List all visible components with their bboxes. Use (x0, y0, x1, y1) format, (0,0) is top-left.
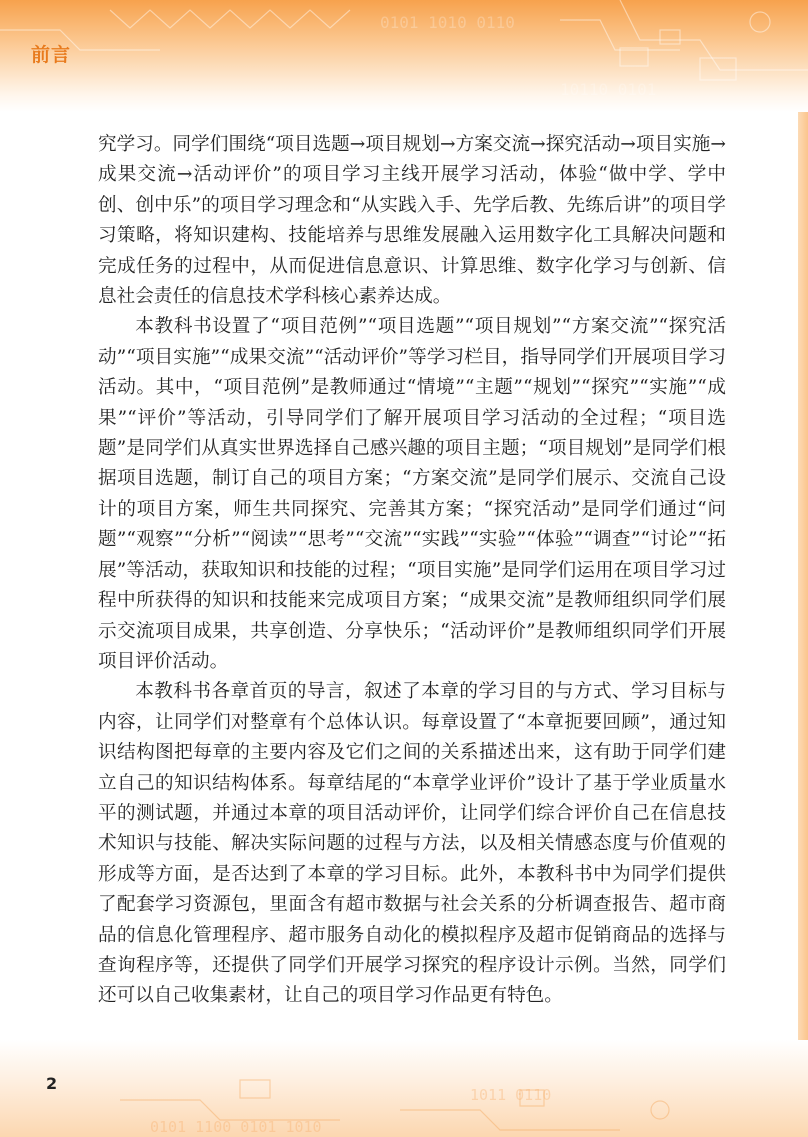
paragraph-3: 本教科书各章首页的导言，叙述了本章的学习目的与方式、学习目标与内容，让同学们对整章有个总体认识。每章设置了“本章扼要回顾”，通过知识结构图把每章的主要内容及它们之间的关系描述出来，这有助于同学们建立自己的知识结构体系。每章结尾的“本章学业评价”设计了基于学业质量水平的测试题，并通过本章的项目活动评价，让同学们综合评价自己在信息技术知识与技能、解决实际问题的过程与方法，以及相关情感态度与价值观的形成等方面，是否达到了本章的学习目标。此外，本教科书中为同学们提供了配套学习资源包，里面含有超市数据与社会关系的分析调查报告、超市商品的信息化管理程序、超市服务自动化的模拟程序及超市促销商品的选择与查询程序等，还提供了同学们开展学习探究的程序设计示例。当然，同学们还可以自己收集素材，让自己的项目学习作品更有特色。 (98, 681, 726, 1007)
right-edge-stripe (794, 112, 808, 1137)
svg-text:1011 0110: 1011 0110 (470, 1086, 552, 1104)
svg-text:0101 1100 0101 1010: 0101 1100 0101 1010 (150, 1118, 322, 1136)
svg-text:0101 1010 0110: 0101 1010 0110 (380, 13, 515, 32)
footer-decoration (0, 1040, 808, 1137)
section-title: 前言 (31, 44, 72, 66)
header-band (0, 0, 808, 112)
header-decoration (0, 0, 808, 112)
svg-text:10110 0101: 10110 0101 (560, 80, 657, 99)
body-text (98, 130, 726, 1012)
page-number: 2 (46, 1074, 58, 1093)
paragraph-2: 本教科书设置了“项目范例”“项目选题”“项目规划”“方案交流”“探究活动”“项目实施”“成果交流”“活动评价”等学习栏目，指导同学们开展项目学习活动。其中，“项目范例”是教师通过“情境”“主题”“规划”“探究”“实施”“成果”“评价”等活动，引导同学们了解开展项目学习活动的全过程；“项目选题”是同学们从真实世界选择自己感兴趣的项目主题；“项目规划”是同学们根据项目选题，制订自己的项目方案；“方案交流”是同学们展示、交流自己设计的项目方案，师生共同探究、完善其方案；“探究活动”是同学们通过“问题”“观察”“分析”“阅读”“思考”“交流”“实践”“实验”“体验”“调查”“讨论”“拓展”等活动，获取知识和技能的过程；“项目实施”是同学们运用在项目学习过程中所获得的知识和技能来完成项目方案；“成果交流”是教师组织同学们展示交流项目成果，共享创造、分享快乐；“活动评价”是教师组织同学们开展项目评价活动。 (98, 316, 726, 672)
paragraph-1: 究学习。同学们围绕“项目选题→项目规划→方案交流→探究活动→项目实施→成果交流→活动评价”的项目学习主线开展学习活动，体验“做中学、学中创、创中乐”的项目学习理念和“从实践入手、先学后教、先练后讲”的项目学习策略，将知识建构、技能培养与思维发展融入运用数字化工具解决问题和完成任务的过程中，从而促进信息意识、计算思维、数字化学习与创新、信息社会责任的信息技术学科核心素养达成。 (98, 134, 726, 308)
footer-band (0, 1040, 808, 1137)
